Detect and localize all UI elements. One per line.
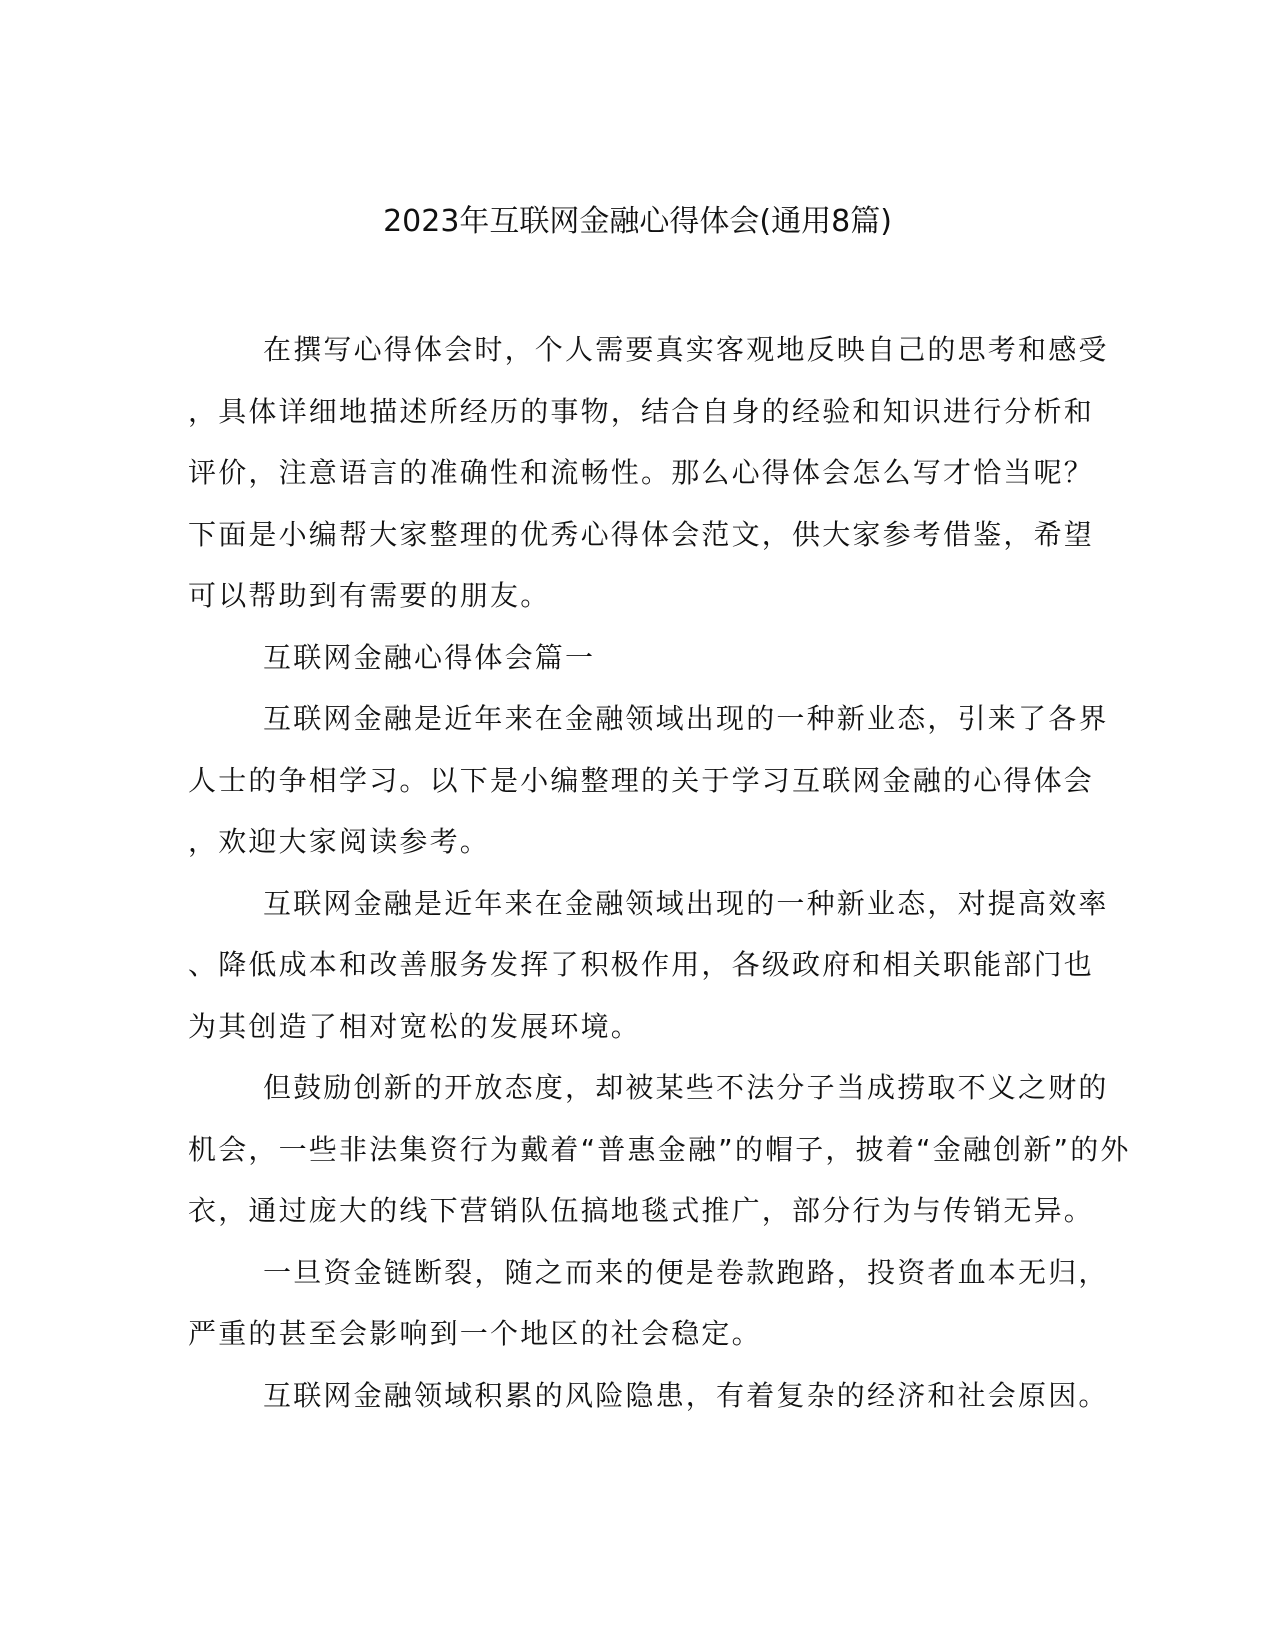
paragraph-line: ，欢迎大家阅读参考。 [188, 825, 491, 858]
paragraph-line: 严重的甚至会影响到一个地区的社会稳定。 [188, 1317, 762, 1350]
paragraph-line: 机会，一些非法集资行为戴着“普惠金融”的帽子，披着“金融创新”的外 [188, 1132, 1131, 1166]
paragraph-line: 互联网金融领域积累的风险隐患，有着复杂的经济和社会原因。 [263, 1378, 1109, 1412]
document-title: 2023年互联网金融心得体会(通用8篇) [383, 204, 892, 239]
paragraph-line: 评价，注意语言的准确性和流畅性。那么心得体会怎么写才恰当呢？ [188, 456, 1095, 489]
paragraph-line: 在撰写心得体会时，个人需要真实客观地反映自己的思考和感受 [263, 333, 1109, 366]
paragraph-line: 可以帮助到有需要的朋友。 [188, 579, 551, 612]
paragraph-line: 为其创造了相对宽松的发展环境。 [188, 1009, 642, 1043]
paragraph-line: 但鼓励创新的开放态度，却被某些不法分子当成捞取不义之财的 [263, 1071, 1109, 1104]
paragraph-line: 一旦资金链断裂，随之而来的便是卷款跑路，投资者血本无归， [263, 1255, 1109, 1289]
paragraph-line: 互联网金融是近年来在金融领域出现的一种新业态，引来了各界 [263, 702, 1109, 735]
paragraph-line: ，具体详细地描述所经历的事物，结合自身的经验和知识进行分析和 [188, 394, 1095, 428]
document-body [188, 319, 1131, 1426]
paragraph-line: 人士的争相学习。以下是小编整理的关于学习互联网金融的心得体会 [188, 763, 1095, 797]
paragraph-line: 互联网金融是近年来在金融领域出现的一种新业态，对提高效率 [263, 886, 1109, 920]
paragraph-line: 、降低成本和改善服务发挥了积极作用，各级政府和相关职能部门也 [188, 948, 1095, 981]
section-heading: 互联网金融心得体会篇一 [263, 640, 596, 674]
paragraph-line: 下面是小编帮大家整理的优秀心得体会范文，供大家参考借鉴，希望 [188, 517, 1095, 551]
paragraph-line: 衣，通过庞大的线下营销队伍搞地毯式推广，部分行为与传销无异。 [188, 1194, 1095, 1227]
